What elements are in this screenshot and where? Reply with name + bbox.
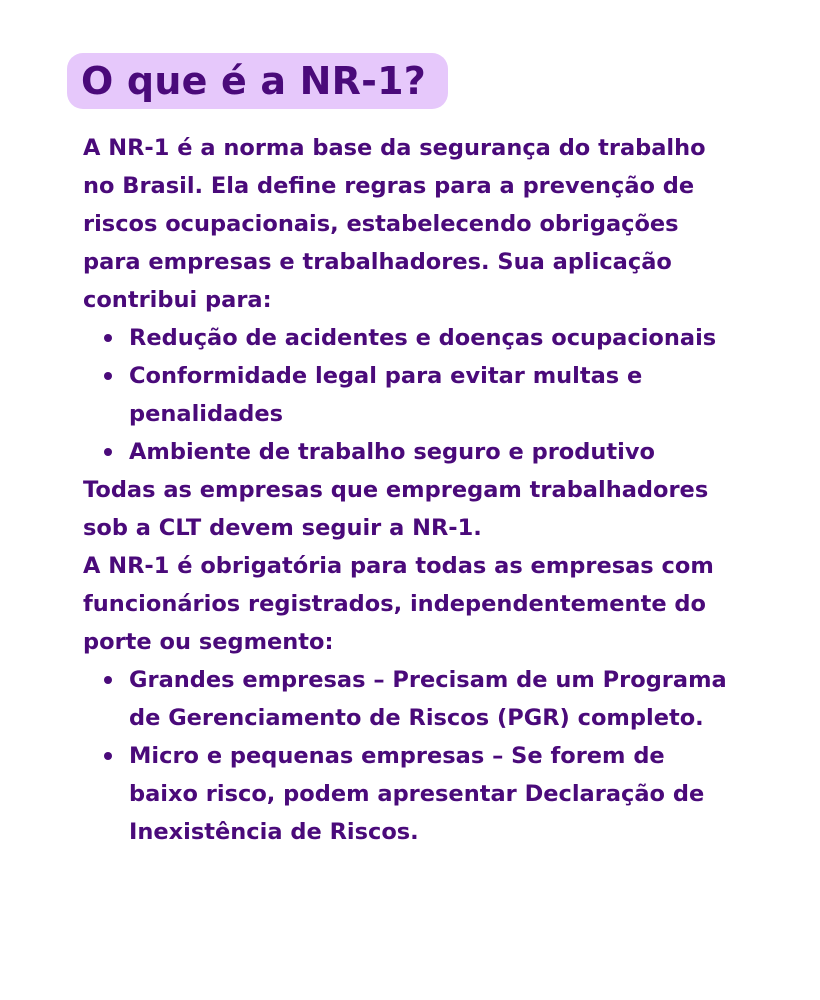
- bullet-icon: [104, 448, 112, 456]
- bullet-icon: [104, 752, 112, 760]
- scope-paragraph-1: Todas as empresas que empregam trabalhadores sob a CLT devem seguir a NR-1.: [83, 477, 709, 541]
- scope-paragraph-2: A NR-1 é obrigatória para todas as empresas com funcionários registrados, independentemente do porte ou segmento:: [83, 553, 714, 655]
- benefits-list: [83, 319, 733, 471]
- bullet-icon: [104, 372, 112, 380]
- intro-paragraph: A NR-1 é a norma base da segurança do trabalho no Brasil. Ela define regras para a prevenção de riscos ocupacionais, estabelecendo obrigações para empresas e trabalhadores. Sua aplicação contribui para:: [83, 135, 706, 313]
- list-item: [129, 357, 733, 433]
- list-item: [129, 433, 733, 471]
- page-title: O que é a NR-1?: [81, 59, 426, 103]
- list-item-text: Redução de acidentes e doenças ocupacionais: [129, 325, 717, 351]
- list-item-text: Grandes empresas – Precisam de um Programa de Gerenciamento de Riscos (PGR) completo.: [129, 667, 727, 731]
- list-item: [129, 661, 733, 737]
- list-item-text: Conformidade legal para evitar multas e penalidades: [129, 363, 643, 427]
- list-item-text: Ambiente de trabalho seguro e produtivo: [129, 439, 655, 465]
- list-item: [129, 737, 733, 851]
- list-item-text: Micro e pequenas empresas – Se forem de baixo risco, podem apresentar Declaração de Inexistência de Riscos.: [129, 743, 705, 845]
- list-item: [129, 319, 733, 357]
- bullet-icon: [104, 334, 112, 342]
- company-types-list: [83, 661, 733, 851]
- title-highlight: [67, 53, 448, 109]
- bullet-icon: [104, 676, 112, 684]
- document-body: [83, 129, 733, 851]
